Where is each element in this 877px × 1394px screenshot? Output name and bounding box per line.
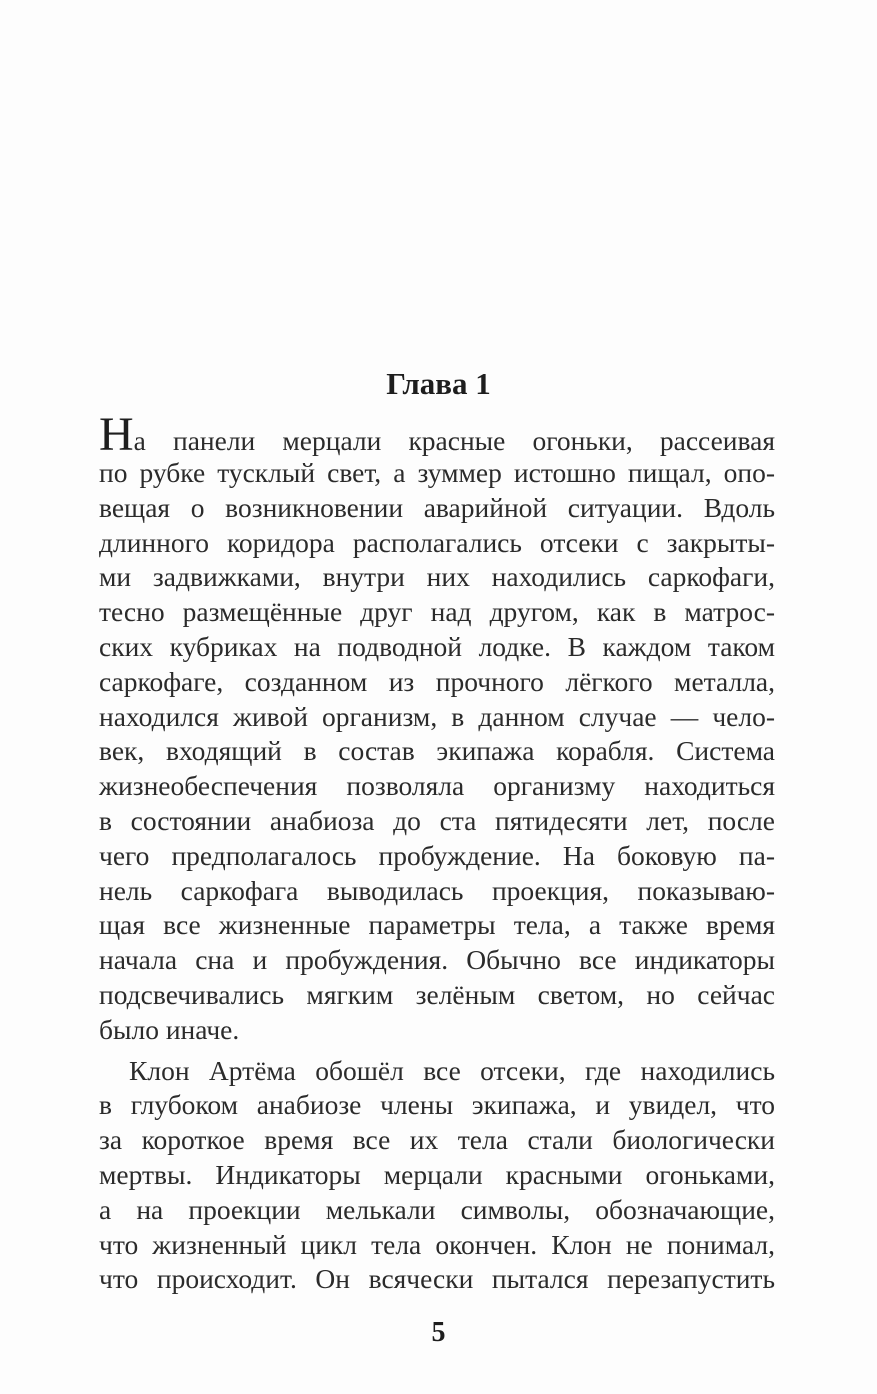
- text-line-content: а панели мерцали красные огоньки, рассеивая: [133, 425, 775, 456]
- text-line: а на проекции мелькали символы, обозначающие,: [99, 1193, 775, 1225]
- text-line: [99, 408, 775, 461]
- text-line: в глубоком анабиозе члены экипажа, и увидел, что: [99, 1089, 775, 1121]
- text-line: саркофаге, созданном из прочного лёгкого металла,: [99, 665, 775, 697]
- text-line: подсвечивались мягким зелёным светом, но сейчас: [99, 978, 775, 1010]
- text-line: находился живой организм, в данном случае — чело-: [99, 700, 775, 732]
- text-line: тесно размещённые друг над другом, как в матрос-: [99, 596, 775, 628]
- chapter-title: Глава 1: [386, 366, 491, 401]
- text-line: за короткое время все их тела стали биологически: [99, 1124, 775, 1156]
- text-line: ских кубриках на подводной лодке. В каждом таком: [99, 630, 775, 662]
- text-line: вещая о возникновении аварийной ситуации. Вдоль: [99, 491, 775, 523]
- text-line: ми задвижками, внутри них находились саркофаги,: [99, 561, 775, 593]
- body-text: [99, 408, 775, 1297]
- text-line: мертвы. Индикаторы мерцали красными огоньками,: [99, 1158, 775, 1190]
- drop-cap: Н: [99, 408, 134, 461]
- text-line: щая все жизненные параметры тела, а также время: [99, 909, 775, 941]
- text-line: Клон Артёма обошёл все отсеки, где находились: [129, 1054, 775, 1086]
- text-line: чего предполагалось пробуждение. На боковую па-: [99, 839, 775, 871]
- text-line: жизнеобеспечения позволяла организму находиться: [99, 770, 775, 802]
- page-number: 5: [431, 1317, 446, 1348]
- text-line: по рубке тусклый свет, а зуммер истошно пищал, опо-: [99, 457, 775, 488]
- text-line: век, входящий в состав экипажа корабля. Система: [99, 735, 775, 767]
- paragraph-1: [99, 408, 775, 1048]
- text-line: что жизненный цикл тела окончен. Клон не понимал,: [99, 1228, 775, 1260]
- text-line: длинного коридора располагались отсеки с закрыты-: [99, 526, 775, 558]
- text-line: что происходит. Он всячески пытался перезапустить: [99, 1263, 775, 1295]
- text-line: начала сна и пробуждения. Обычно все индикаторы: [99, 944, 775, 976]
- text-line: в состоянии анабиоза до ста пятидесяти лет, после: [99, 804, 775, 836]
- text-line: нель саркофага выводилась проекция, показываю-: [99, 874, 775, 906]
- text-line: было иначе.: [99, 1013, 240, 1045]
- paragraph-2: [99, 1054, 775, 1298]
